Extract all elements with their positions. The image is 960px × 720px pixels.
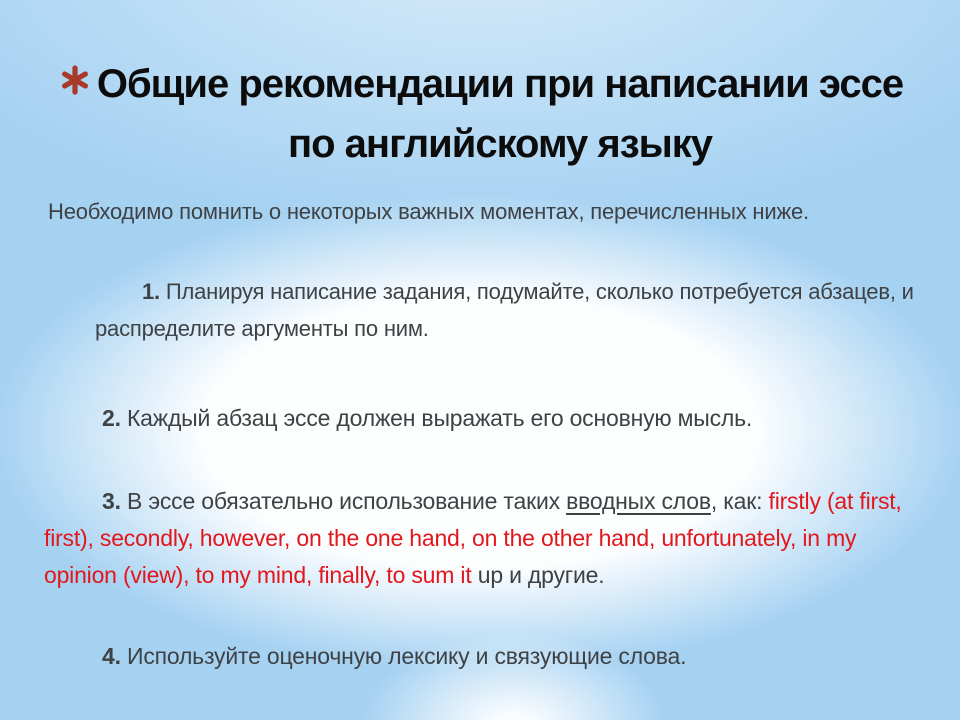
item-4-text: Используйте оценочную лексику и связующие слова. xyxy=(120,643,687,669)
item-3-text-tail: up и другие. xyxy=(471,562,605,588)
item-3-underlined-term: вводных слов xyxy=(566,488,711,514)
item-1-text: Планируя написание задания, подумайте, сколько потребуется абзацев, и распределите аргументы по ним. xyxy=(95,279,914,341)
list-item-1 xyxy=(44,273,930,347)
list-item-4 xyxy=(44,638,930,675)
item-4-number: 4. xyxy=(102,643,121,669)
item-1-number: 1. xyxy=(142,279,160,304)
title-line-1: Общие рекомендации при написании эссе xyxy=(96,62,904,106)
item-2-text: Каждый абзац эссе должен выражать его основную мысль. xyxy=(120,405,753,431)
item-3-number: 3. xyxy=(102,488,121,514)
item-3-english-linkers: firstly (at first, first), secondly, however, on the one hand, on the other hand, unfortunately, in my opinion (view), to my mind, finally, to sum it xyxy=(44,488,902,588)
intro-paragraph: Необходимо помнить о некоторых важных моментах, перечисленных ниже. xyxy=(48,199,809,224)
title-line-2: по английскому языку xyxy=(287,122,713,166)
item-3-text-mid: , как: xyxy=(710,488,769,514)
item-3-text-lead: В эссе обязательно использование таких xyxy=(120,488,567,514)
item-2-number: 2. xyxy=(102,405,121,431)
slide-title xyxy=(62,54,938,174)
list-item-2 xyxy=(44,400,930,437)
list-item-3 xyxy=(44,483,930,594)
